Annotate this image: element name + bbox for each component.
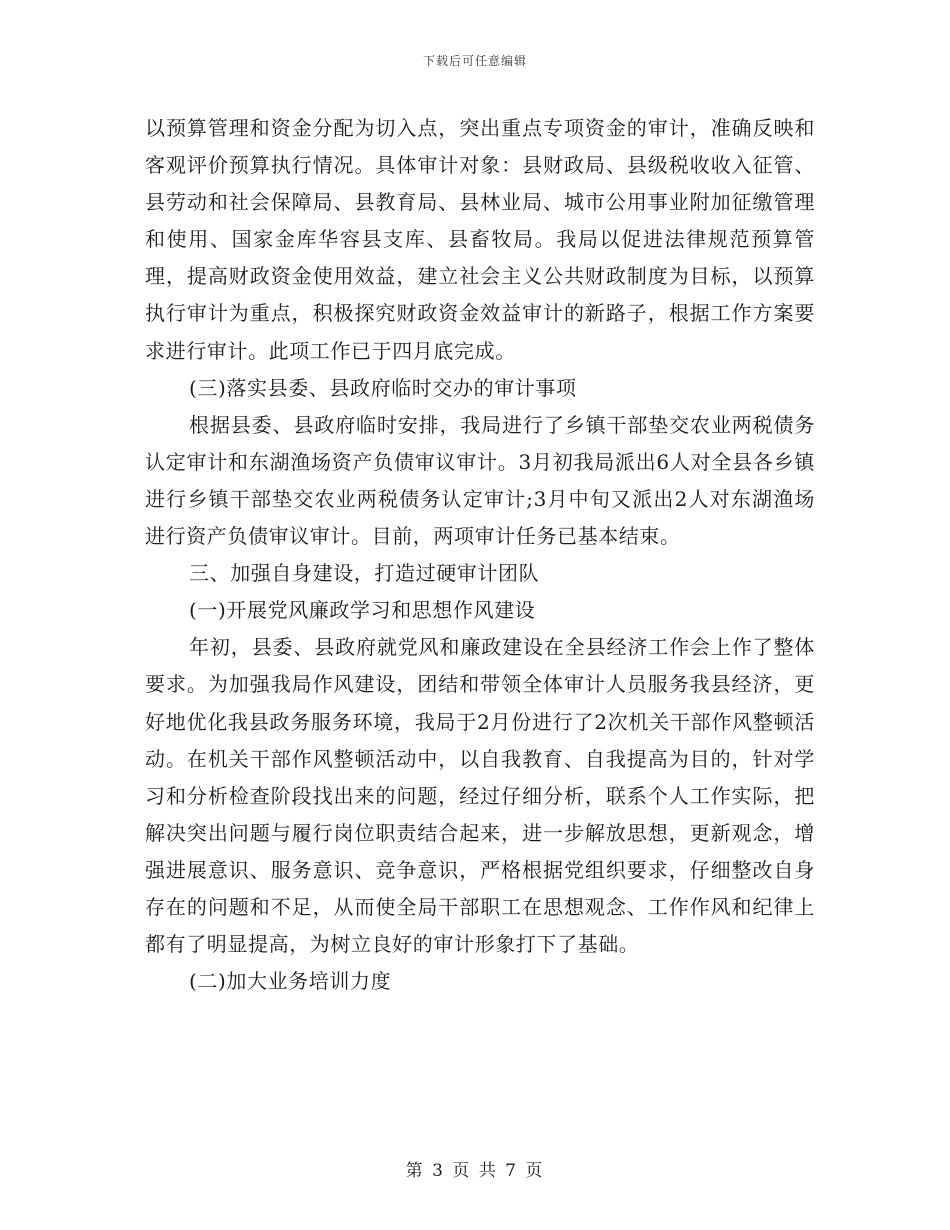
paragraph-temporary-tasks: 根据县委、县政府临时安排，我局进行了乡镇干部垫交农业两税债务认定审计和东湖渔场资产负债审议审计。3月初我局派出6人对全县各乡镇进行乡镇干部垫交农业两税债务认定审计;3月中旬又派出2人对东湖渔场进行资产负债审议审计。目前，两项审计任务已基本结束。 [145,412,815,549]
page-footer: 第 3 页 共 7 页 [405,1161,545,1181]
section-heading-temporary-tasks: (三)落实县委、县政府临时交办的审计事项 [189,375,577,400]
paragraph-budget-audit: 以预算管理和资金分配为切入点，突出重点专项资金的审计，准确反映和客观评价预算执行情况。具体审计对象：县财政局、县级税收收入征管、县劳动和社会保障局、县教育局、县林业局、城市公用事业附加征缴管理和使用、国家金库华容县支库、县畜牧局。我局以促进法律规范预算管理，提高财政资金使用效益，建立社会主义公共财政制度为目标，以预算执行审计为重点，积极探究财政资金效益审计的新路子，根据工作方案要求进行审计。此项工作已于四月底完成。 [145,116,815,363]
section-heading-training: (二)加大业务培训力度 [189,969,392,994]
document-body [145,110,815,1000]
paragraph-party-conduct: 年初，县委、县政府就党风和廉政建设在全县经济工作会上作了整体要求。为加强我局作风建设，团结和带领全体审计人员服务我县经济，更好地优化我县政务服务环境，我局于2月份进行了2次机关干部作风整顿活动。在机关干部作风整顿活动中，以自我教育、自我提高为目的，针对学习和分析检查阶段找出来的问题，经过仔细分析，联系个人工作实际，把解决突出问题与履行岗位职责结合起来，进一步解放思想，更新观念，增强进展意识、服务意识、竞争意识，严格根据党组织要求，仔细整改自身存在的问题和不足，从而使全局干部职工在思想观念、工作作风和纪律上都有了明显提高，为树立良好的审计形象打下了基础。 [145,635,815,957]
section-heading-self-building: 三、加强自身建设，打造过硬审计团队 [189,561,540,586]
section-heading-party-conduct: (一)开展党风廉政学习和思想作风建设 [189,598,536,623]
page-header: 下载后可任意编辑 [422,54,527,68]
